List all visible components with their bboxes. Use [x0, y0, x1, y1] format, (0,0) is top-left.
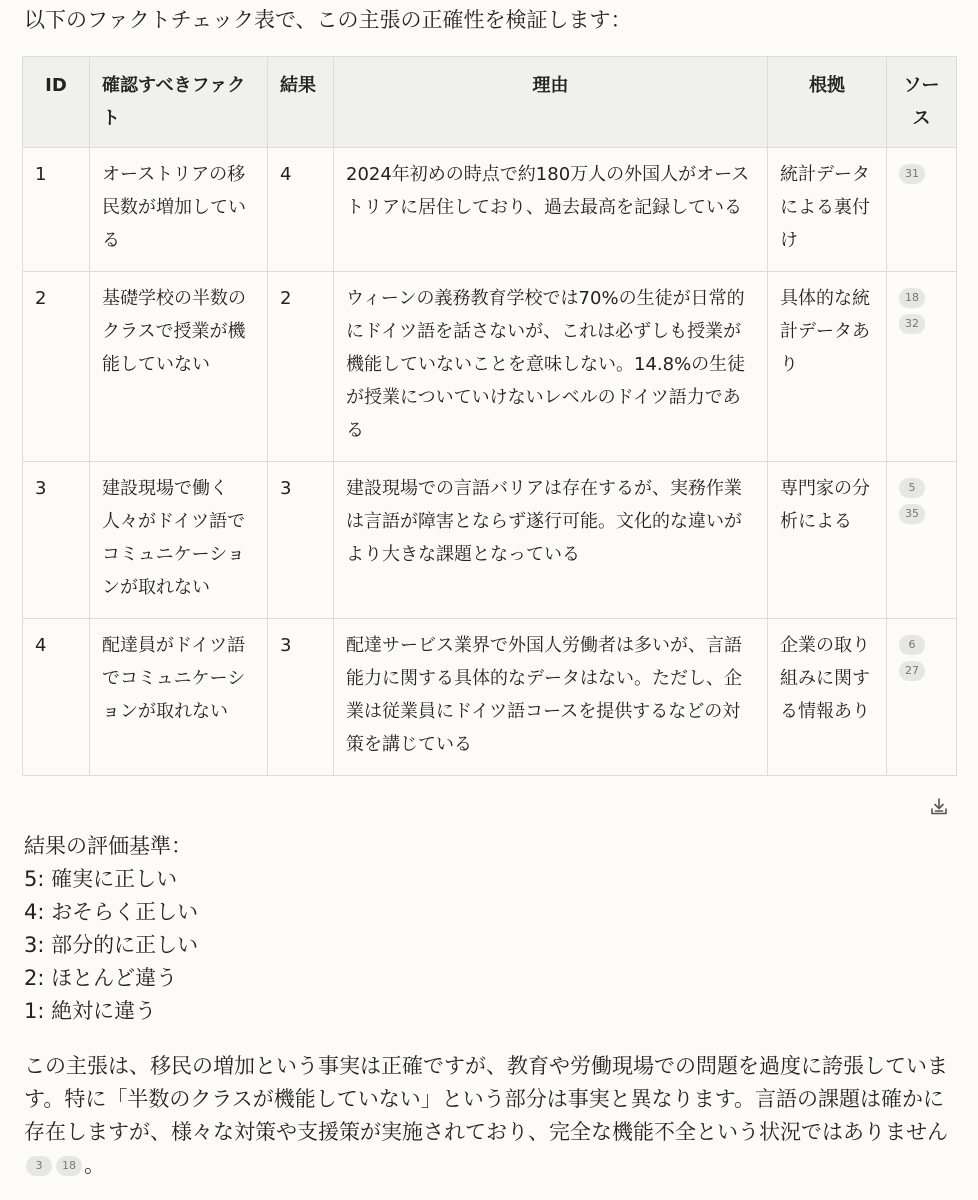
cell-id: 4 — [23, 619, 90, 776]
cell-reason: 2024年初めの時点で約180万人の外国人がオーストリアに居住しており、過去最高を記録している — [334, 148, 768, 272]
cell-reason: 建設現場での言語バリアは存在するが、実務作業は言語が障害とならず遂行可能。文化的な違いがより大きな課題となっている — [334, 462, 768, 619]
intro-text: 以下のファクトチェック表で、この主張の正確性を検証します： — [24, 8, 632, 32]
header-fact: 確認すべきファクト — [90, 57, 268, 148]
cell-fact: 建設現場で働く人々がドイツ語でコミュニケーションが取れない — [90, 462, 268, 619]
cell-id: 3 — [23, 462, 90, 619]
header-id: ID — [23, 57, 90, 148]
criteria-item: 5: 確実に正しい — [24, 867, 178, 891]
header-basis: 根拠 — [768, 57, 887, 148]
summary-text: この主張は、移民の増加という事実は正確ですが、教育や労働現場での問題を過度に誇張しています。特に「半数のクラスが機能していない」という部分は事実と異なります。言語の課題は確かに存在しますが、様々な対策や支援策が実施されており、完全な機能不全という状況ではありません — [24, 1054, 948, 1144]
source-chip[interactable]: 18 — [56, 1156, 82, 1176]
cell-reason: 配達サービス業界で外国人労働者は多いが、言語能力に関する具体的なデータはない。ただし、企業は従業員にドイツ語コースを提供するなどの対策を講じている — [334, 619, 768, 776]
fact-check-table — [22, 56, 957, 776]
cell-source — [887, 619, 957, 776]
evaluation-criteria — [24, 830, 198, 1028]
cell-result: 3 — [268, 462, 334, 619]
cell-basis: 統計データによる裏付け — [768, 148, 887, 272]
table-row — [23, 272, 957, 462]
cell-id: 1 — [23, 148, 90, 272]
table-row — [23, 148, 957, 272]
summary-paragraph — [24, 1050, 954, 1182]
header-result: 結果 — [268, 57, 334, 148]
criteria-item: 1: 絶対に違う — [24, 999, 157, 1023]
source-chip[interactable]: 3 — [26, 1156, 52, 1176]
cell-result: 4 — [268, 148, 334, 272]
source-chip[interactable]: 6 — [899, 635, 925, 655]
table-row — [23, 619, 957, 776]
cell-id: 2 — [23, 272, 90, 462]
source-chip[interactable]: 27 — [899, 661, 925, 681]
criteria-item: 2: ほとんど違う — [24, 966, 178, 990]
cell-result: 2 — [268, 272, 334, 462]
source-chip[interactable]: 32 — [899, 314, 925, 334]
source-chip[interactable]: 5 — [899, 478, 925, 498]
cell-reason: ウィーンの義務教育学校では70%の生徒が日常的にドイツ語を話さないが、これは必ずしも授業が機能していないことを意味しない。14.8%の生徒が授業についていけないレベルのドイツ語力である — [334, 272, 768, 462]
summary-end: 。 — [84, 1153, 105, 1177]
cell-basis: 具体的な統計データあり — [768, 272, 887, 462]
criteria-item: 3: 部分的に正しい — [24, 933, 199, 957]
header-reason: 理由 — [334, 57, 768, 148]
download-icon[interactable] — [928, 796, 950, 818]
cell-source — [887, 148, 957, 272]
cell-fact: 基礎学校の半数のクラスで授業が機能していない — [90, 272, 268, 462]
header-source: ソース — [887, 57, 957, 148]
criteria-title: 結果の評価基準： — [24, 834, 192, 858]
cell-result: 3 — [268, 619, 334, 776]
cell-source — [887, 272, 957, 462]
cell-fact: 配達員がドイツ語でコミュニケーションが取れない — [90, 619, 268, 776]
source-chip[interactable]: 35 — [899, 504, 925, 524]
cell-fact: オーストリアの移民数が増加している — [90, 148, 268, 272]
source-chip[interactable]: 31 — [899, 164, 925, 184]
table-header-row — [23, 57, 957, 148]
cell-basis: 企業の取り組みに関する情報あり — [768, 619, 887, 776]
criteria-item: 4: おそらく正しい — [24, 900, 199, 924]
cell-source — [887, 462, 957, 619]
source-chip[interactable]: 18 — [899, 288, 925, 308]
cell-basis: 専門家の分析による — [768, 462, 887, 619]
table-row — [23, 462, 957, 619]
